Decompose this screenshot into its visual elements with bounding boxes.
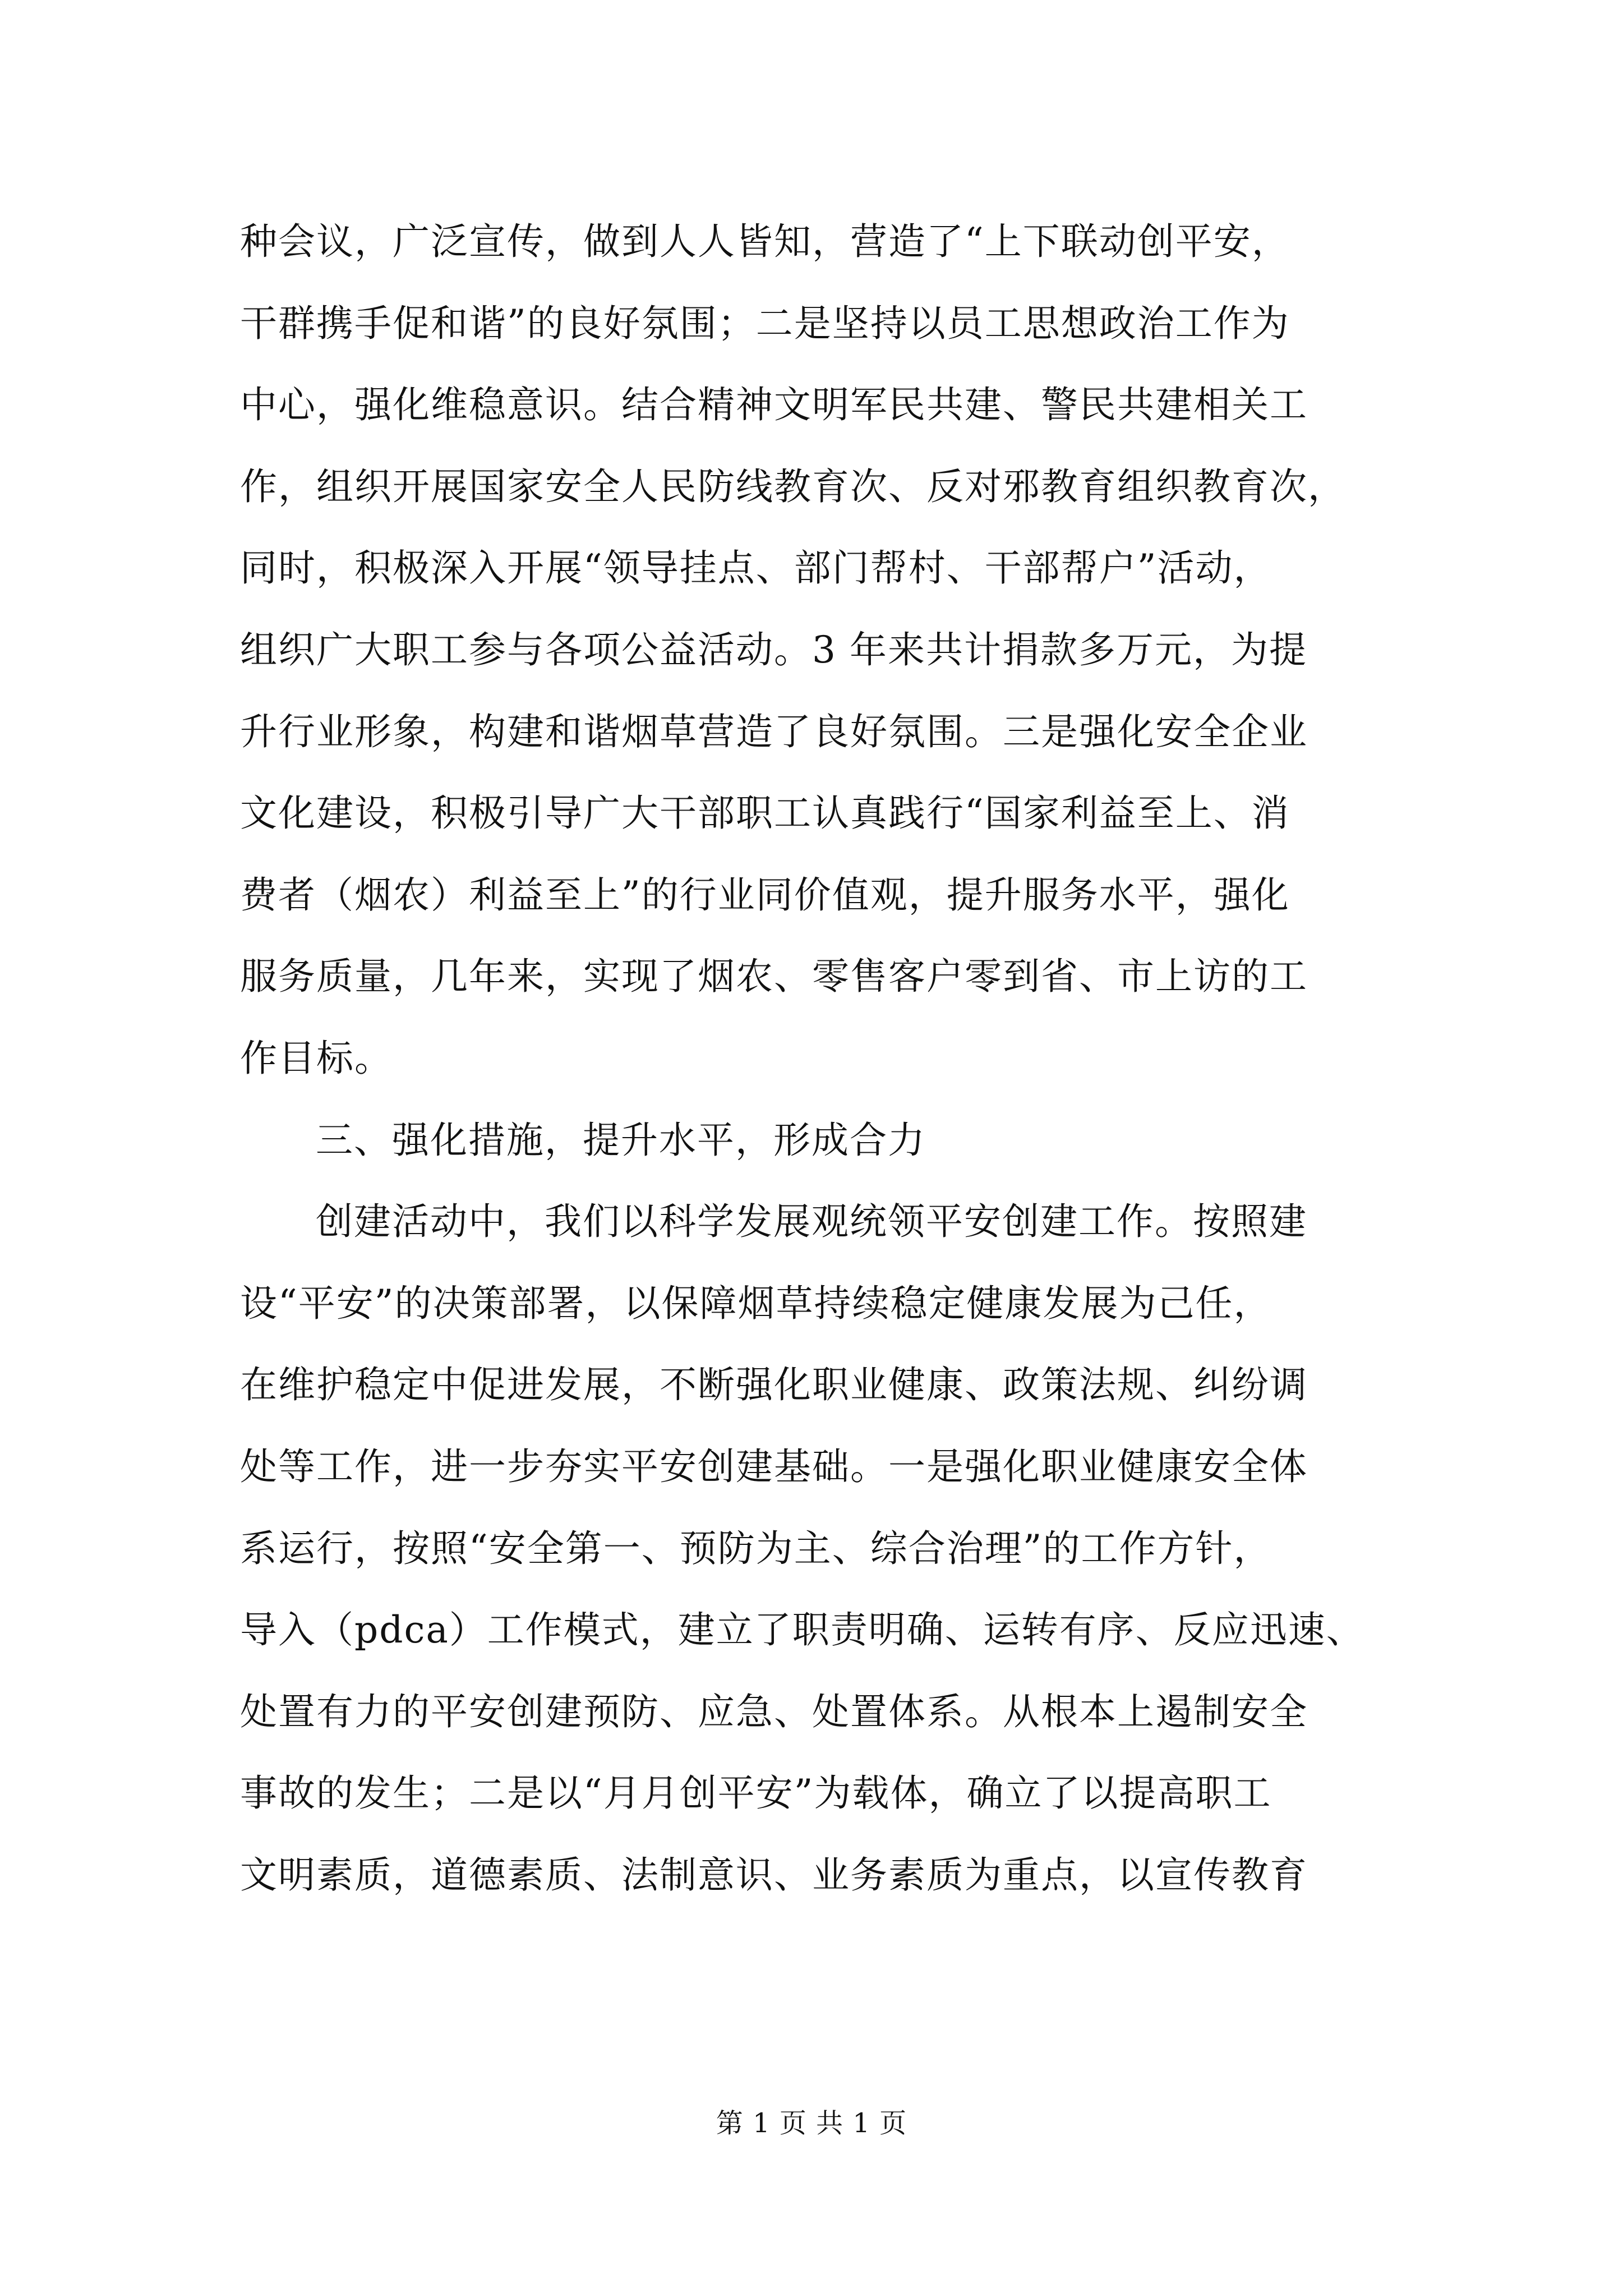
text-line: 事故的发生；二是以“月月创平安”为载体，确立了以提高职工 <box>240 1772 1272 1815</box>
text-line: 文明素质，道德素质、法制意识、业务素质为重点，以宣传教育 <box>240 1853 1308 1897</box>
section-heading: 三、强化措施，提升水平，形成合力 <box>316 1118 926 1162</box>
text-line: 导入（pdca）工作模式，建立了职责明确、运转有序、反应迅速、 <box>240 1608 1364 1652</box>
text-line: 种会议，广泛宣传，做到人人皆知，营造了“上下联动创平安， <box>240 220 1290 263</box>
text-line: 文化建设，积极引导广大干部职工认真践行“国家利益至上、消 <box>240 792 1290 835</box>
text-line: 组织广大职工参与各项公益活动。3 年来共计捐款多万元，为提 <box>240 628 1307 671</box>
text-line: 处等工作，进一步夯实平安创建基础。一是强化职业健康安全体 <box>240 1444 1308 1488</box>
text-line: 处置有力的平安创建预防、应急、处置体系。从根本上遏制安全 <box>240 1690 1308 1733</box>
text-line: 中心，强化维稳意识。结合精神文明军民共建、警民共建相关工 <box>240 383 1308 427</box>
page-footer: 第 1 页 共 1 页 <box>716 2108 907 2139</box>
document-body <box>240 201 1418 1916</box>
text-line: 设“平安”的决策部署，以保障烟草持续稳定健康发展为己任， <box>240 1281 1272 1325</box>
text-line: 升行业形象，构建和谐烟草营造了良好氛围。三是强化安全企业 <box>240 710 1308 753</box>
text-line: 同时，积极深入开展“领导挂点、部门帮村、干部帮户”活动， <box>240 546 1272 590</box>
text-line: 干群携手促和谐”的良好氛围；二是坚持以员工思想政治工作为 <box>240 301 1290 345</box>
text-line: 系运行，按照“安全第一、预防为主、综合治理”的工作方针， <box>240 1526 1272 1570</box>
paragraph-first-line: 创建活动中，我们以科学发展观统领平安创建工作。按照建 <box>316 1200 1307 1244</box>
text-line: 费者（烟农）利益至上”的行业同价值观，提升服务水平，强化 <box>240 873 1290 917</box>
text-line: 服务质量，几年来，实现了烟农、零售客户零到省、市上访的工 <box>240 955 1308 999</box>
text-line: 作，组织开展国家安全人民防线教育次、反对邪教育组织教育次， <box>240 464 1346 508</box>
text-line: 作目标。 <box>240 1036 393 1080</box>
text-line: 在维护稳定中促进发展，不断强化职业健康、政策法规、纠纷调 <box>240 1363 1308 1407</box>
